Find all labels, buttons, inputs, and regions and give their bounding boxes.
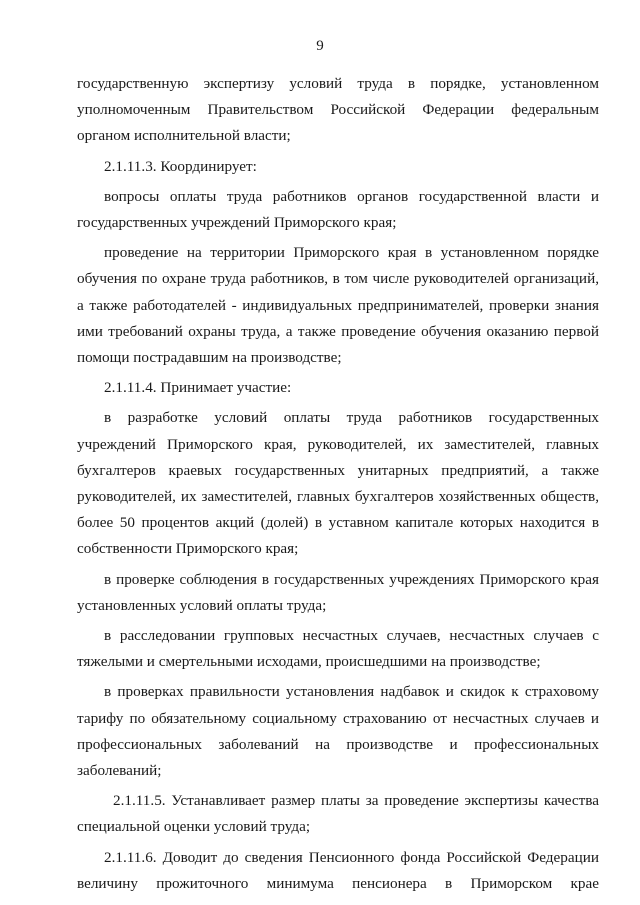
- paragraph: проведение на территории Приморского края в установленном порядке обучения по охране труда работников, в том числе руководителей организаций, а также работодателей - индивидуальных предпринимателей, проверки знания ими требований охраны труда, а также проведение обучения оказанию первой помощи пострадавшим на производстве;: [77, 244, 599, 367]
- paragraph: в разработке условий оплаты труда работников государственных учреждений Приморского края, руководителей, их заместителей, главных бухгалтеров краевых государственных унитарных предприятий, а также руководителей, их заместителей, главных бухгалтеров хозяйственных обществ, более 50 процентов акций (долей) в уставном капитале которых находится в собственности Приморского края;: [77, 409, 599, 558]
- paragraph-continued: государственную экспертизу условий труда в порядке, установленном уполномоченным Правительством Российской Федерации федеральным органом исполнительной власти;: [77, 75, 599, 145]
- paragraph: в проверке соблюдения в государственных учреждениях Приморского края установленных условий оплаты труда;: [77, 570, 599, 614]
- paragraph-section-2-1-11-4: 2.1.11.4. Принимает участие:: [104, 379, 292, 397]
- page-number: 9: [316, 38, 324, 54]
- paragraph: в расследовании групповых несчастных случаев, несчастных случаев с тяжелыми и смертельными исходами, происшедшими на производстве;: [77, 627, 599, 671]
- paragraph: в проверках правильности установления надбавок и скидок к страховому тарифу по обязательному социальному страхованию от несчастных случаев и профессиональных заболеваний на производстве и профессиональных заболеваний;: [77, 683, 599, 780]
- document-body: [77, 71, 599, 901]
- paragraph-section-2-1-11-6: 2.1.11.6. Доводит до сведения Пенсионного фонда Российской Федерации величину прожиточного минимума пенсионера в Приморском крае: [77, 848, 599, 892]
- paragraph-section-2-1-11-3: 2.1.11.3. Координирует:: [104, 157, 257, 175]
- paragraph-section-2-1-11-5: 2.1.11.5. Устанавливает размер платы за проведение экспертизы качества специальной оценки условий труда;: [77, 792, 599, 836]
- paragraph: вопросы оплаты труда работников органов государственной власти и государственных учреждений Приморского края;: [77, 187, 599, 232]
